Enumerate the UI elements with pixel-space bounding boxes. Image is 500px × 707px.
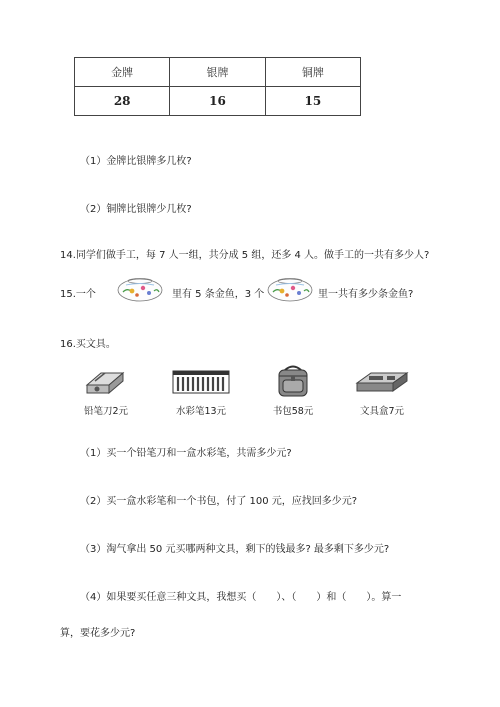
value-bronze: 15 [265,87,360,116]
problem-15-part1: 15.一个 [60,289,96,300]
question-16-4-cont: 算，要花多少元? [60,628,136,639]
value-silver: 16 [170,87,265,116]
watercolor-pens-icon [169,365,233,399]
question-16-2: （2）买一盒水彩笔和一个书包，付了 100 元，应找回多少元? [80,496,358,507]
question-13-1: （1）金牌比银牌多几枚? [80,156,192,167]
question-16-3: （3）淘气拿出 50 元买哪两种文具，剩下的钱最多? 最多剩下多少元? [80,544,390,555]
problem-14: 14.同学们做手工，每 7 人一组，共分成 5 组，还多 4 人。做手工的一共有多少人? [60,250,430,261]
fish-bowl-icon [266,276,314,302]
header-bronze: 铜牌 [265,58,360,87]
pencil-case-icon [353,365,411,399]
item-school-bag [268,362,318,417]
question-16-1: （1）买一个铅笔刀和一盒水彩笔，共需多少元? [80,448,292,459]
table-header-row [75,58,361,87]
item-label: 水彩笔13元 [175,406,227,417]
problem-15-part2: 里有 5 条金鱼，3 个 [172,289,265,300]
problem-16-title: 16.买文具。 [60,339,116,350]
question-16-4: （4）如果要买任意三种文具，我想买（ ）、（ ）和（ ）。算一 [80,592,402,603]
header-silver: 银牌 [170,58,265,87]
item-watercolor-pens [168,365,234,417]
item-label: 书包58元 [272,406,314,417]
item-label: 文具盒7元 [359,406,405,417]
item-pencil-case [352,365,412,417]
school-bag-icon [271,362,315,399]
problem-15-part3: 里一共有多少条金鱼? [318,289,414,300]
pencil-sharpener-icon [81,365,131,399]
question-13-2: （2）铜牌比银牌少几枚? [80,204,192,215]
table-value-row [75,87,361,116]
header-gold: 金牌 [75,58,170,87]
item-label: 铅笔刀2元 [83,406,129,417]
medal-table [74,57,361,116]
item-pencil-sharpener [78,365,134,417]
value-gold: 28 [75,87,170,116]
fish-bowl-icon [116,276,164,302]
